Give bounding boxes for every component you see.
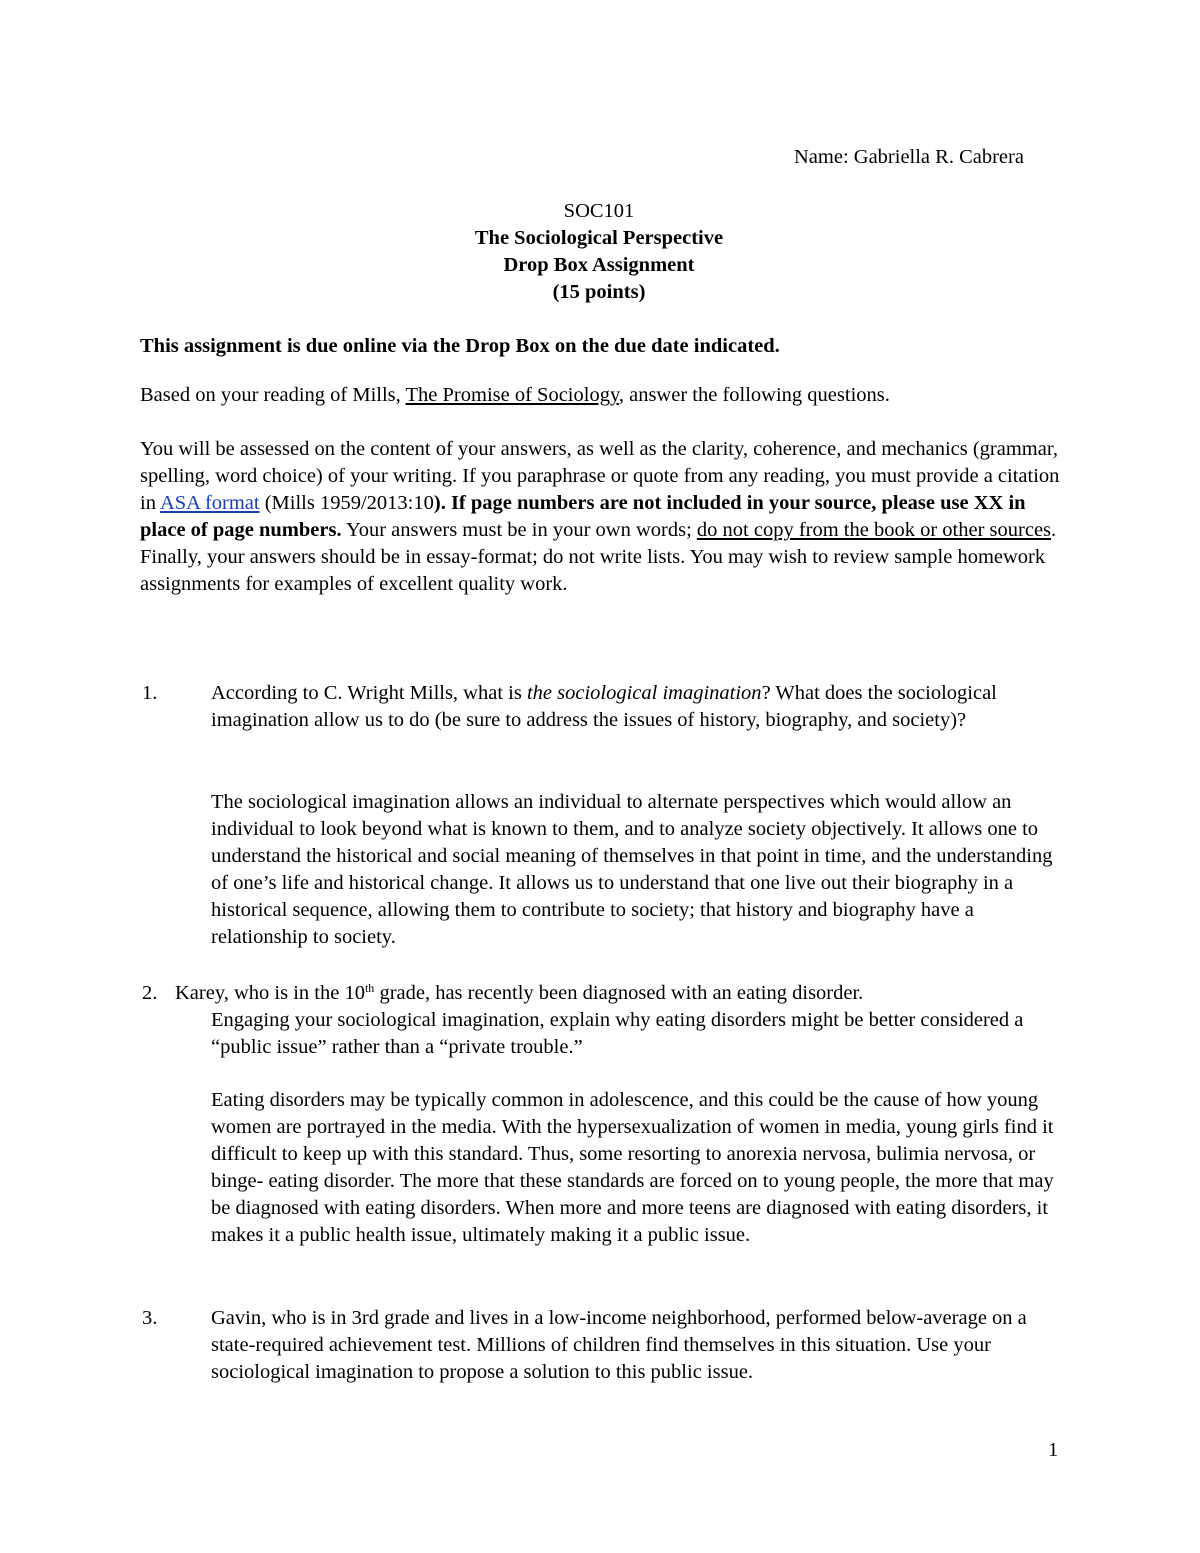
instructions-part-2: (Mills 1959/2013:10	[259, 492, 434, 514]
intro-paragraph	[140, 382, 1065, 409]
instructions-bold-note: ). If page numbers are not included in your source, please use XX in place of page numbers.	[140, 492, 1026, 541]
question-1-before: According to C. Wright Mills, what is	[211, 682, 527, 704]
title-block	[0, 198, 1198, 306]
instructions-part-6: . Finally, your answers should be in essay-format; do not write lists. You may wish to review sample homework assignments for examples of excellent quality work.	[140, 519, 1057, 595]
question-2-superscript: th	[364, 981, 375, 995]
intro-after: , answer the following questions.	[618, 384, 890, 406]
answer-1: The sociological imagination allows an individual to alternate perspectives which would allow an individual to look beyond what is known to them, and to analyze society objectively. It allows one to understand the historical and social meaning of themselves in that point in time, and the understanding of one’s life and historical change. It allows us to understand that one live out their biography in a historical sequence, allowing them to contribute to society; that history and biography have a relationship to society.	[211, 791, 1053, 948]
page-number: 1	[1048, 1439, 1059, 1461]
instructions-part-1: You will be assessed on the content of your answers, as well as the clarity, coherence, and mechanics (grammar, spelling, word choice) of your writing. If you paraphrase or quote from any reading, you must provide a citation in	[140, 438, 1060, 514]
answer-2: Eating disorders may be typically common in adolescence, and this could be the cause of how young women are portrayed in the media. With the hypersexualization of women in media, young girls find it difficult to keep up with this standard. Thus, some resorting to anorexia nervosa, bulimia nervosa, or binge- eating disorder. The more that these standards are forced on to young people, the more that may be diagnosed with eating disorders. When more and more teens are diagnosed with eating disorders, it makes it a public health issue, ultimately making it a public issue.	[211, 1089, 1054, 1246]
instructions-part-4: Your answers must be in your own words;	[341, 519, 697, 541]
question-1-emphasis: the sociological imagination	[526, 682, 762, 704]
question-2-line-1-before: Karey, who is in the 10	[175, 982, 365, 1004]
course-code: SOC101	[563, 200, 635, 222]
instructions-paragraph	[140, 436, 1065, 598]
no-copy-note: do not copy from the book or other sources	[696, 519, 1052, 541]
question-1-after: ? What does the sociological imagination allow us to do (be sure to address the issues of history, biography, and society)?	[211, 682, 997, 731]
assignment-type: Drop Box Assignment	[503, 254, 695, 276]
due-notice: This assignment is due online via the Drop Box on the due date indicated.	[140, 335, 780, 357]
asa-format-link[interactable]: ASA format	[159, 492, 260, 514]
assignment-topic: The Sociological Perspective	[474, 227, 724, 249]
question-1-text	[211, 680, 1066, 734]
intro-before: Based on your reading of Mills,	[140, 384, 406, 406]
question-3-text: Gavin, who is in 3rd grade and lives in a low-income neighborhood, performed below-average on a state-required achievement test. Millions of children find themselves in this situation. Use your sociological imagination to propose a solution to this public issue.	[211, 1307, 1027, 1383]
question-1-number: 1.	[142, 682, 158, 704]
student-name: Name: Gabriella R. Cabrera	[794, 146, 1024, 168]
question-3-number: 3.	[142, 1307, 158, 1329]
question-2-number: 2.	[142, 982, 158, 1004]
assignment-points: (15 points)	[552, 281, 646, 303]
question-2-line-1	[175, 980, 1075, 1007]
book-title: The Promise of Sociology	[405, 384, 619, 406]
question-2-text: Engaging your sociological imagination, explain why eating disorders might be better considered a “public issue” rather than a “private trouble.”	[211, 1009, 1024, 1058]
question-2-line-1-after: grade, has recently been diagnosed with an eating disorder.	[374, 982, 864, 1004]
